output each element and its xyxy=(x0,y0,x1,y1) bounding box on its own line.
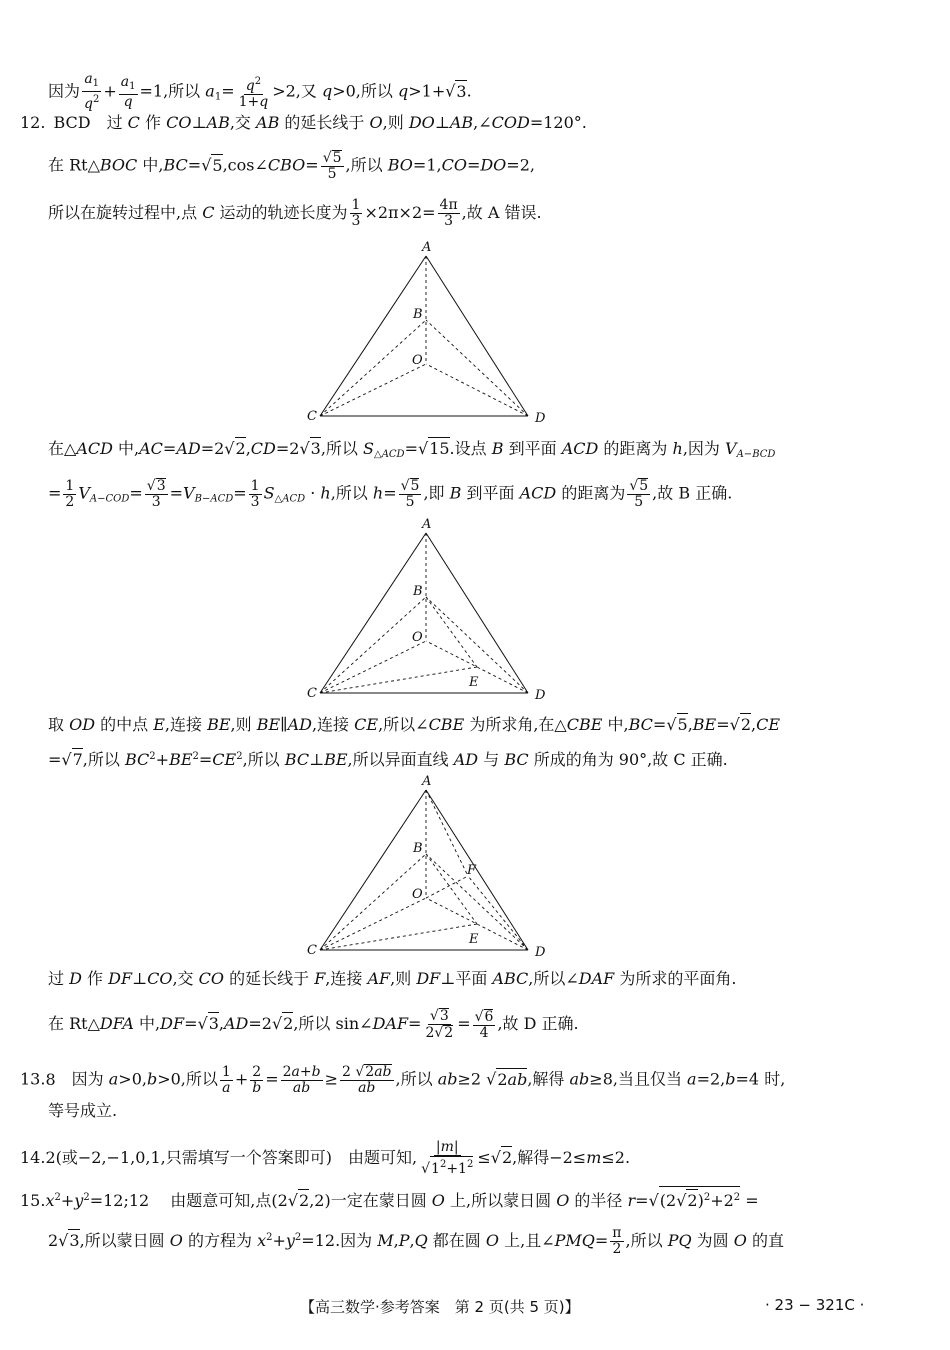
tetrahedron-figure-3 xyxy=(300,772,560,964)
problem-12-header: 12. BCD 过 C 作 CO⊥AB,交 AB 的延长线于 O,则 DO⊥AB,∠COD=120°. xyxy=(20,113,587,132)
vertex-b-label: B xyxy=(413,307,423,322)
problem-15-number: 15. xyxy=(20,1191,46,1210)
problem-12-number: 12. xyxy=(20,113,46,132)
point-f-label: F xyxy=(467,863,477,878)
text-line: 2√3,所以蒙日圆 O 的方程为 $x^2+y^2=12$.因为 M,P,Q 都在圆 O 上,且∠PMQ= $\frac{\pi}{2}$ ,所以 PQ 为圆 O 的直 xyxy=(48,1225,784,1257)
problem-13: 13.8 因为 a>0,b>0,所以 $\frac{1}{a}$ + $\frac{2}{b}$ = $\frac{2a+b}{ab}$ ≥ $\frac{2 √2ab}{ab}$ ,所以 ab≥2 √2ab,解得 ab≥8,当且仅当 a=2,b=4 时, xyxy=(20,1063,786,1096)
problem-15: $15.x^2+y^2=12;12$ 由题意可知,点(2√2,2)一定在蒙日圆 O 上,所以蒙日圆 O 的半径 $r=√(2√2)^2+2^2$ = xyxy=(20,1186,759,1212)
text-line: 过 D 作 DF⊥CO,交 CO 的延长线于 F,连接 AF,则 DF⊥平面 ABC,所以∠DAF 为所求的平面角. xyxy=(48,969,737,988)
vertex-d-label: D xyxy=(535,945,546,960)
vertex-o-label: O xyxy=(412,887,423,902)
problem-14: 14.2(或−2,−1,0,1,只需填写一个答案即可) 由题可知, $\frac{|m|}{√1^2+1^2}$ ≤√2,解得−2≤m≤2. xyxy=(20,1139,631,1177)
vertex-c-label: C xyxy=(307,409,317,424)
vertex-b-label: B xyxy=(413,584,423,599)
text-line: =√7,所以 $BC^2+BE^2=CE^2$,所以 BC⊥BE,所以异面直线 AD 与 BC 所成的角为 90°,故 C 正确. xyxy=(48,750,728,769)
footer-code: · 23 − 321C · xyxy=(765,1296,865,1314)
text-line: 取 OD 的中点 E,连接 BE,则 BE∥AD,连接 CE,所以∠CBE 为所求角,在△CBE 中,BC=√5,BE=√2,CE xyxy=(48,715,781,734)
vertex-a-label: A xyxy=(422,517,432,532)
vertex-d-label: D xyxy=(535,411,546,426)
text-line: 所以在旋转过程中,点 C 运动的轨迹长度为 $\frac{1}{3}$ ×2π×2= $\frac{4\pi}{3}$ ,故 A 错误. xyxy=(48,197,542,229)
vertex-a-label: A xyxy=(422,240,432,255)
vertex-o-label: O xyxy=(412,353,423,368)
problem-13-answer: 8 xyxy=(45,1069,56,1089)
problem-14-number: 14. xyxy=(20,1148,46,1167)
text-line: 在 Rt△BOC 中,BC=√5,cos∠CBO= $\frac{√5}{5}$ ,所以 BO=1,CO=DO=2, xyxy=(48,150,535,182)
vertex-a-label: A xyxy=(422,774,432,789)
vertex-d-label: D xyxy=(535,688,546,703)
tetrahedron-figure-2 xyxy=(300,515,560,707)
text-line: = $\frac{1}{2}$ $V_{A-COD}=$ $\frac{√3}{3}$ $=V_{B-ACD}=$ $\frac{1}{3}$ $S_{\triangle ACD} \cdot h$,所以 h= $\frac{√5}{5}$ ,即 B 到平面 ACD 的距离为 $\frac{√5}{5}$ ,故 B 正确. xyxy=(48,477,733,510)
text-line: 在 Rt△DFA 中,DF=√3,AD=2√2,所以 sin∠DAF= $\frac{√3}{2√2}$ = $\frac{√6}{4}$ ,故 D 正确. xyxy=(48,1008,579,1041)
vertex-c-label: C xyxy=(307,686,317,701)
point-e-label: E xyxy=(469,675,479,690)
problem-12-answer: BCD xyxy=(53,113,91,132)
tetrahedron-figure-1 xyxy=(300,238,560,430)
text-line: 在△ACD 中,AC=AD=2√2,CD=2√3,所以 $S_{\triangle ACD}=√15$.设点 B 到平面 ACD 的距离为 h,因为 $V_{A-BCD}$ xyxy=(48,439,776,460)
footer-page-info: 【高三数学·参考答案 第 2 页(共 5 页)】 xyxy=(300,1298,580,1316)
text-line: 因为 $\frac{a_1}{q^2}$ + $\frac{a_1}{q}$ =1,所以 $a_1=$ $\frac{q^2}{1+q}$ >2,又 q>0,所以 q>1+√3. xyxy=(48,71,472,112)
problem-13-number: 13. xyxy=(20,1069,46,1089)
text-line: 等号成立. xyxy=(48,1101,118,1120)
problem-14-answer: 2(或−2,−1,0,1,只需填写一个答案即可) xyxy=(45,1148,332,1167)
vertex-b-label: B xyxy=(413,841,423,856)
vertex-c-label: C xyxy=(307,943,317,958)
point-e-label: E xyxy=(469,932,479,947)
vertex-o-label: O xyxy=(412,630,423,645)
